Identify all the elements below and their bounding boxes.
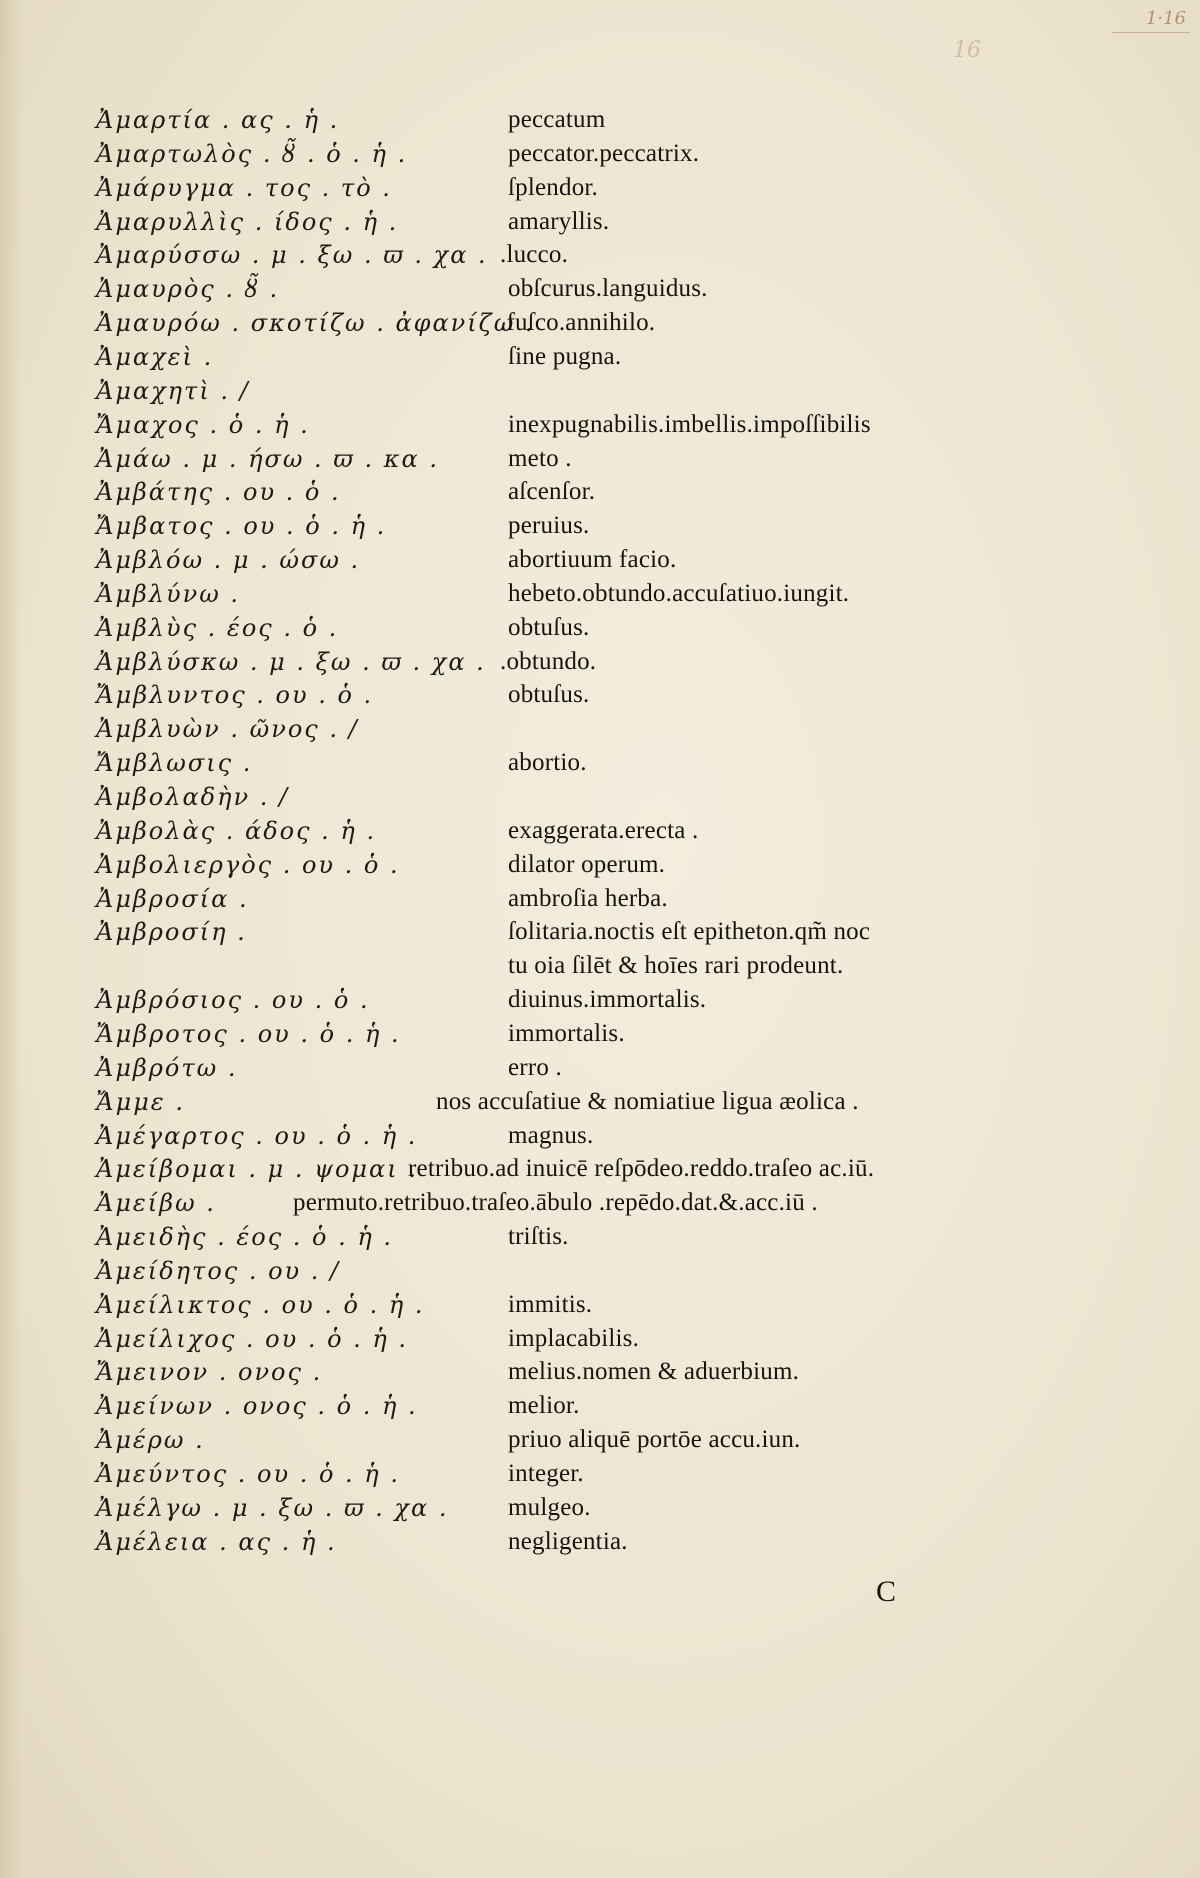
latin-gloss: mulgeo. — [508, 1493, 591, 1521]
greek-headword: Ἄμβλωσις . — [96, 749, 253, 778]
latin-gloss: .obtundo. — [500, 647, 597, 675]
dictionary-entry — [0, 1051, 1200, 1085]
latin-gloss: immitis. — [508, 1290, 593, 1318]
latin-gloss: magnus. — [508, 1121, 594, 1149]
greek-headword: Ἄμβατος . ου . ὁ . ἡ . — [96, 512, 387, 541]
latin-gloss: meto . — [508, 444, 572, 472]
greek-headword: Ἄμμε . — [96, 1087, 185, 1116]
greek-headword: Ἀμάω . μ . ήσω . ϖ . κα . — [96, 444, 439, 473]
dictionary-entry — [0, 340, 1200, 374]
greek-headword: Ἀμείνων . ονος . ὁ . ἡ . — [96, 1392, 418, 1421]
greek-headword: Ἀμεύντος . ου . ὁ . ἡ . — [96, 1460, 400, 1488]
greek-headword: Ἀμβροσία . — [96, 884, 249, 913]
dictionary-entry — [0, 205, 1200, 239]
latin-gloss: peccatum — [508, 106, 606, 133]
dictionary-entry — [0, 171, 1200, 205]
latin-gloss: obtuſus. — [508, 613, 590, 641]
greek-headword: Ἀμαυρόω . σκοτίζω . ἀφανίζω . — [96, 309, 535, 338]
greek-headword: Ἀμαρύσσω . μ . ξω . ϖ . χα . — [96, 241, 488, 270]
greek-headword: Ἀμείβομαι . μ . ψομαι . — [96, 1155, 418, 1184]
dictionary-entry — [0, 1017, 1200, 1051]
pencil-page-number: 16 — [953, 38, 981, 63]
greek-headword: Ἀμαχεὶ . — [96, 342, 214, 371]
dictionary-entry — [0, 1288, 1200, 1322]
dictionary-entry — [0, 137, 1200, 171]
greek-headword: Ἀμβλὺς . έος . ὁ . — [96, 613, 339, 642]
dictionary-entry — [0, 1119, 1200, 1153]
foliation-mark: 1·16 — [1112, 6, 1190, 33]
latin-gloss: implacabilis. — [508, 1324, 640, 1352]
dictionary-entry — [0, 1525, 1200, 1559]
latin-gloss: melius.nomen & aduerbium. — [508, 1358, 800, 1386]
dictionary-entry — [0, 1152, 1200, 1186]
latin-gloss: priuo aliquē portōe accu.iun. — [508, 1426, 801, 1454]
signature-mark: C — [876, 1575, 897, 1608]
greek-headword: Ἀμείδητος . ου . / — [96, 1256, 341, 1285]
latin-gloss: .lucco. — [500, 241, 569, 269]
latin-gloss: .fuſco.annihilo. — [500, 309, 656, 337]
latin-gloss: permuto.retribuo.traſeo.ābulo .repēdo.dat.&.acc.iū . — [293, 1189, 818, 1217]
dictionary-entry — [0, 577, 1200, 611]
greek-headword: Ἀμειδὴς . έος . ὁ . ἡ . — [96, 1223, 394, 1252]
dictionary-entry — [0, 238, 1200, 272]
dictionary-entry — [0, 678, 1200, 712]
greek-headword: Ἀμαυρὸς . ȣ̃ . — [96, 275, 280, 304]
greek-headword: Ἄμβλυντος . ου . ὁ . — [96, 681, 374, 710]
latin-gloss: abortio. — [508, 749, 587, 777]
greek-headword: Ἀμβολιεργὸς . ου . ὁ . — [96, 850, 400, 879]
dictionary-entry — [0, 374, 1200, 408]
latin-gloss: nos accuſatiue & nomiatiue ligua æolica . — [436, 1087, 859, 1115]
dictionary-entry — [0, 272, 1200, 306]
latin-gloss: diuinus.immortalis. — [508, 986, 707, 1014]
greek-headword: Ἀμβλύνω . — [96, 579, 241, 608]
latin-gloss: inexpugnabilis.imbellis.impoſſibilis — [508, 410, 871, 438]
dictionary-entry — [0, 1457, 1200, 1491]
latin-gloss: negligentia. — [508, 1527, 628, 1555]
latin-gloss: ſine pugna. — [508, 342, 622, 370]
latin-gloss: exaggerata.erecta . — [508, 816, 699, 844]
dictionary-entry — [0, 1423, 1200, 1457]
latin-gloss: ſplendor. — [508, 173, 598, 201]
latin-gloss: ſolitaria.noctis eſt epitheton.qm̃ noc — [508, 918, 871, 946]
latin-gloss: integer. — [508, 1460, 584, 1487]
greek-headword: Ἀμείλικτος . ου . ὁ . ἡ . — [96, 1290, 425, 1319]
latin-gloss: obtuſus. — [508, 681, 590, 709]
greek-headword: Ἀμβρόσιος . ου . ὁ . — [96, 986, 370, 1015]
dictionary-entry — [0, 306, 1200, 340]
latin-gloss: triſtis. — [508, 1223, 569, 1251]
dictionary-entry — [0, 780, 1200, 814]
greek-headword: Ἀμάρυγμα . τος . τὸ . — [96, 173, 392, 202]
dictionary-entry — [0, 915, 1200, 949]
greek-headword: Ἀμέγαρτος . ου . ὁ . ἡ . — [96, 1121, 418, 1150]
dictionary-entry — [0, 983, 1200, 1017]
dictionary-entry — [0, 1220, 1200, 1254]
dictionary-entry — [0, 949, 1200, 983]
dictionary-entry — [0, 1322, 1200, 1356]
dictionary-entry — [0, 1254, 1200, 1288]
greek-headword: Ἀμβροσίη . — [96, 918, 247, 947]
latin-gloss: erro . — [508, 1053, 562, 1081]
greek-headword: Ἀμαρτία . ας . ἡ . — [96, 106, 340, 134]
greek-headword: Ἀμέλγω . μ . ξω . ϖ . χα . — [96, 1493, 449, 1522]
dictionary-entry — [0, 1491, 1200, 1525]
greek-headword: Ἀμέλεια . ας . ἡ . — [96, 1527, 337, 1556]
dictionary-entry — [0, 1389, 1200, 1423]
dictionary-entry — [0, 543, 1200, 577]
dictionary-entry — [0, 475, 1200, 509]
latin-gloss: amaryllis. — [508, 207, 610, 235]
dictionary-entry — [0, 1355, 1200, 1389]
greek-headword: Ἀμαχητὶ . / — [96, 376, 250, 405]
latin-gloss: peccator.peccatrix. — [508, 139, 700, 167]
greek-headword: Ἀμβολὰς . άδος . ἡ . — [96, 816, 377, 845]
latin-gloss: tu oia ſilēt & hoīes rari prodeunt. — [508, 952, 844, 980]
dictionary-entry — [0, 1085, 1200, 1119]
greek-headword: Ἄμβροτος . ου . ὁ . ἡ . — [96, 1019, 401, 1048]
dictionary-entry — [0, 848, 1200, 882]
latin-gloss: peruius. — [508, 512, 590, 540]
greek-headword: Ἀμαρυλλὶς . ίδος . ἡ . — [96, 207, 399, 236]
dictionary-entry — [0, 611, 1200, 645]
latin-gloss: abortiuum facio. — [508, 546, 677, 574]
greek-headword: Ἀμβλόω . μ . ώσω . — [96, 546, 361, 575]
greek-headword: Ἀμβλυὼν . ῶνος . / — [96, 715, 359, 744]
latin-gloss: melior. — [508, 1392, 580, 1420]
latin-gloss: ambroſia herba. — [508, 884, 668, 912]
greek-headword: Ἀμείλιχος . ου . ὁ . ἡ . — [96, 1324, 409, 1353]
greek-headword: Ἀμείβω . — [96, 1189, 216, 1218]
latin-gloss: obſcurus.languidus. — [508, 275, 708, 303]
dictionary-entry — [0, 645, 1200, 679]
greek-headword: Ἀμαρτωλὸς . ȣ̃ . ὁ . ἡ . — [96, 139, 408, 168]
dictionary-entry — [0, 442, 1200, 476]
dictionary-entry — [0, 882, 1200, 916]
latin-gloss: retribuo.ad inuicē reſpōdeo.reddo.traſeo ac.iū. — [408, 1155, 875, 1183]
dictionary-entry — [0, 746, 1200, 780]
dictionary-entry — [0, 814, 1200, 848]
greek-headword: Ἀμβάτης . ου . ὁ . — [96, 478, 341, 507]
greek-headword: Ἀμβλύσκω . μ . ξω . ϖ . χα . — [96, 647, 486, 676]
latin-gloss: hebeto.obtundo.accuſatiuo.iungit. — [508, 579, 850, 607]
greek-headword: Ἄμεινον . ονος . — [96, 1358, 323, 1387]
latin-gloss: dilator operum. — [508, 850, 666, 878]
dictionary-entry — [0, 509, 1200, 543]
greek-headword: Ἄμαχος . ὁ . ἡ . — [96, 410, 310, 439]
dictionary-entry — [0, 712, 1200, 746]
dictionary-entry — [0, 1186, 1200, 1220]
latin-gloss: immortalis. — [508, 1019, 625, 1047]
dictionary-entry — [0, 408, 1200, 442]
latin-gloss: aſcenſor. — [508, 478, 596, 506]
greek-headword: Ἀμβρότω . — [96, 1053, 238, 1082]
dictionary-entry — [0, 103, 1200, 137]
greek-headword: Ἀμβολαδὴν . / — [96, 783, 290, 811]
greek-headword: Ἀμέρω . — [96, 1426, 205, 1455]
